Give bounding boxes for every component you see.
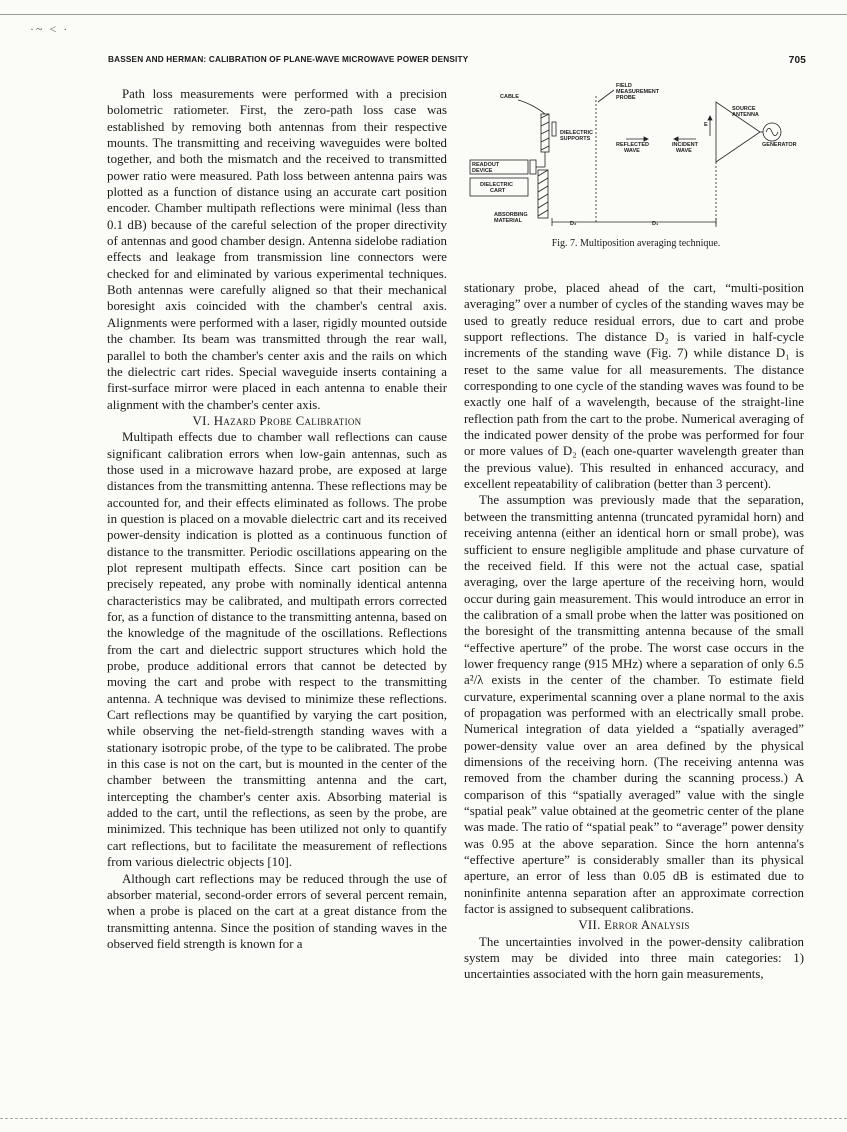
section-heading-vii [464,917,804,933]
paragraph: Multipath effects due to chamber wall reflections can cause significant calibration errors when low-gain antennas, such as those used in a microwave hazard probe, are exposed at large distances from the transmitting antenna. These reflections may be accounted for, and their effects eliminated as follows. The probe in question is placed on a movable dielectric cart and its received power-density indication is plotted as a continuous function of distance to the transmitter. Periodic oscillations appearing on the plot represent multipath effects. Since cart position can be precisely repeated, any probe with nominally identical antenna characteristics may be calibrated, and multipath errors corrected for, as a function of distance to the transmitting antenna, based on the knowledge of the magnitude of the oscillations. Reflections from the cart and dielectric support structures which hold the probe, produce additional errors that cannot be detected by moving the cart and probe with respect to the transmitting antenna. A technique was devised to minimize these reflections. Cart reflections may be quantified by varying the cart position, while observing the net-field-strength standing waves with a stationary isotropic probe, of the type to be calibrated. The probe in this case is not on the cart, but is mounted in the center of the chamber between the transmitting antenna and the cart, intercepting the chamber's center axis. Absorbing material is added to the cart, until the reflections, as seen by the probe, are minimized. This technique has been utilized not only to quantify cart reflections, but to facilitate the measurement of reflections from various dielectric objects [10]. [107,430,447,870]
left-column [107,86,447,952]
label-dielectric-supports: DIELECTRIC [560,130,593,136]
paragraph: Path loss measurements were performed with a precision bolometric ratiometer. First, the zero-path loss case was established by removing both antennas from their respective mounts. The transmitting and receiving waveguides were bolted together, and both the mismatch and the received to transmitted power ratio were measured. Path loss between antenna pairs was plotted as a function of distance using an accurate cart position encoder. Chamber multipath reflections were minimal (less than 0.1 dB) because of the careful selection of the proper directivity of antennas and good chamber design. Antenna sidelobe radiation effects and leakage from transmission line connectors were checked for and eliminated by various experimental techniques. Both antennas were carefully aligned so that their mechanical boresight axis coincided with the chamber's central axis. Alignments were performed with a laser, rigidly mounted outside the chamber. Its beam was transmitted through the rear wall, parallel to both the chamber's center axis and the rails on which the dielectric cart rides. Special waveguide inserts containing a first-surface mirror were placed in each antenna to enable their alignment with the chamber's center axis. [107,87,447,412]
right-column [464,280,804,983]
label-readout-device: READOUT [472,162,500,168]
bottom-border-rule [0,1118,847,1119]
section-title: Hazard Probe Calibration [213,413,362,428]
multiposition-diagram [466,82,806,237]
section-title: Error Analysis [604,918,690,933]
figure-7-diagram [466,82,806,257]
section-heading-vi [107,413,447,429]
label-e-field: E [704,122,708,128]
paragraph: stationary probe, placed ahead of the cart, “multi-position averaging” over a number of cycles of the standing waves may be used to greatly reduce residual errors, due to cart and probe support reflections. The distance D₂ is varied in half-cycle increments of the standing wave (Fig. 7) while distance D₁ is reset to the same value for all measurements. The distance corresponding to one cycle of the standing waves was found to be exactly one half of a wavelength, because of the straight-line reflection path from the cart to the probe. Numerical averaging of the indicated power density of the probe was performed for four or more values of D₂ (each one-quarter wavelength greater than the previous value). This resulted in enhanced accuracy, and excellent repeatability of calibration (better than 3 percent). [464,281,804,492]
label-d2: D₂ [570,221,577,227]
label-incident-wave: INCIDENT [672,142,698,148]
paragraph: The uncertainties involved in the power-density calibration system may be divided into three main categories: 1) uncertainties associated with the horn gain measurements, [464,934,804,982]
label-reflected-wave: REFLECTED [616,142,649,148]
top-border-rule [0,14,847,15]
label-readout-device-2: DEVICE [472,168,493,174]
label-cable: CABLE [500,94,519,100]
label-source-antenna-2: ANTENNA [732,112,759,118]
label-field-probe-2: MEASUREMENT [616,89,660,95]
page-number: 705 [788,55,806,66]
label-field-probe: FIELD [616,83,632,89]
section-numeral: VI. [192,413,211,428]
label-source-antenna: SOURCE [732,106,756,112]
figure-caption: Fig. 7. Multiposition averaging technique. [551,238,721,249]
label-field-probe-3: PROBE [616,95,636,101]
label-generator: GENERATOR [762,142,797,148]
label-incident-wave-2: WAVE [676,148,692,154]
label-absorbing-material-2: MATERIAL [494,218,523,224]
paragraph: Although cart reflections may be reduced through the use of absorber material, second-order errors of several percent remain, when a probe is placed on the cart at a great distance from the transmitting antenna. Since the position of standing waves in the observed field strength is known for a [107,871,447,951]
label-dielectric-cart: DIELECTRIC [480,182,513,188]
label-absorbing-material: ABSORBING [494,212,528,218]
running-header [108,55,806,64]
paragraph: The assumption was previously made that the separation, between the transmitting antenna (truncated pyramidal horn) and receiving antenna (either an identical horn or small probe), was sufficient to ensure negligible amplitude and phase curvature of the received field. If this were not the actual case, spatial averaging, over the large aperture of the receiving horn, would occur during gain measurement. This would introduce an error in the calibration of a small probe when the latter was positioned on the boresight of the transmitting antenna because of the small “effective aperture” of the probe. The worst case occurs in the lower frequency range (915 MHz) where a separation of only 6.5 a²/λ exists in the center of the chamber. To estimate field curvature, experimental scanning over a plane normal to the axis of propagation was performed with an electrically small probe. Numerical integration of data yielded a “spatially averaged” power-density value over an area defined by the physical dimensions of the receiving horn. (The receiving antenna was removed from the chamber during the scanning process.) A comparison of this “spatially averaged” value with the single “spatial peak” value obtained at the geometric center of the plane was made. The ratio of “spatial peak” to “average” power density was 0.95 at the above separation. Since the horn antenna's “effective aperture” is considerably smaller than its physical aperture, an error of less than 0.05 dB is estimated due to noninfinite antenna separation after an approximate correction factor is assigned to subsequent calibrations. [464,493,804,917]
scan-artifact-marks: ·~ < · [30,22,70,36]
label-dielectric-supports-2: SUPPORTS [560,136,591,142]
label-d1: D₁ [652,221,659,227]
running-title: BASSEN AND HERMAN: CALIBRATION OF PLANE-WAVE MICROWAVE POWER DENSITY [108,55,469,64]
label-dielectric-cart-2: CART [490,188,506,194]
section-numeral: VII. [578,918,601,933]
label-reflected-wave-2: WAVE [624,148,640,154]
